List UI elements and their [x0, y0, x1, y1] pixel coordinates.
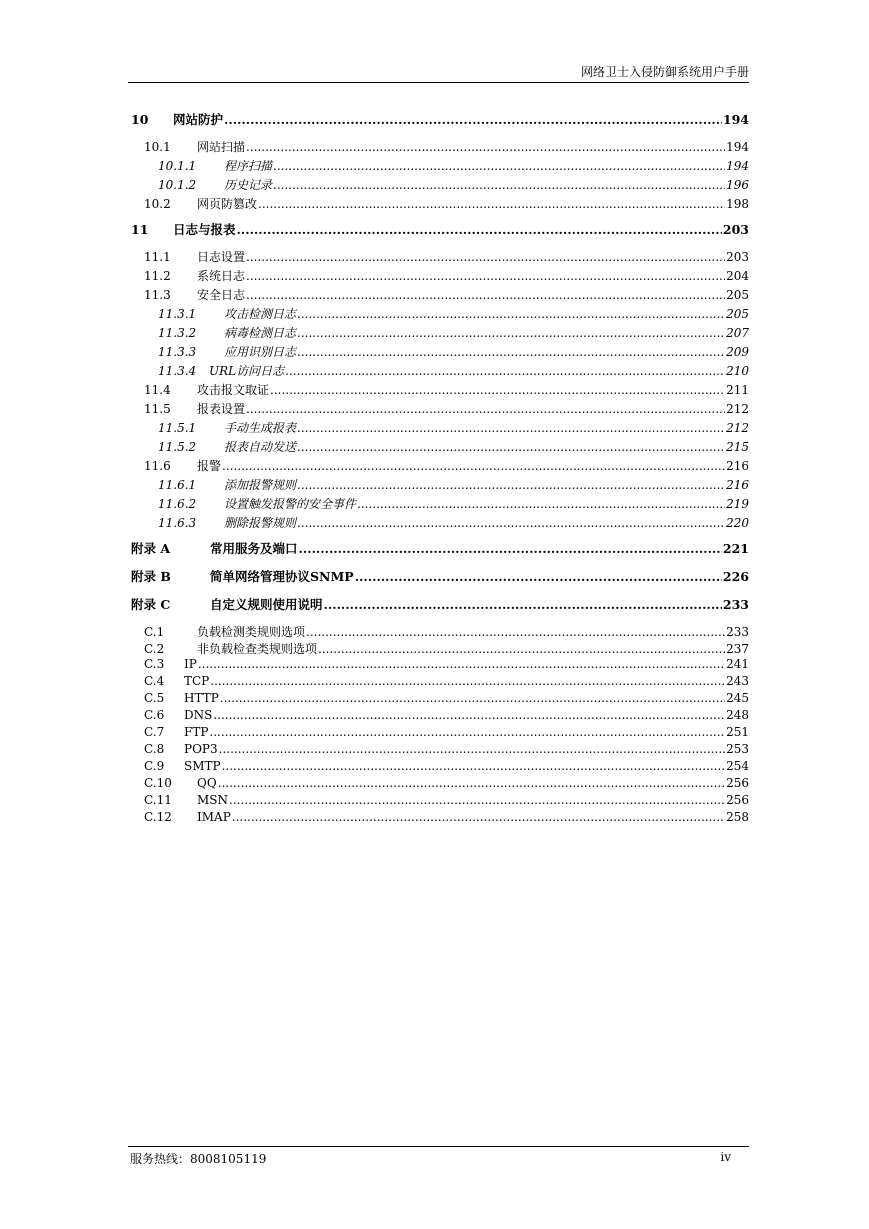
- toc-entry[interactable]: [131, 495, 749, 514]
- toc-entry-title: 攻击报文取证: [197, 383, 270, 397]
- table-of-contents: [131, 104, 749, 827]
- toc-leader-dots: [297, 307, 725, 321]
- toc-entry-title: IMAP: [197, 810, 231, 824]
- toc-entry-page: 194: [722, 112, 749, 127]
- toc-entry-title: 网站扫描: [197, 140, 246, 154]
- toc-entry-page: 237: [726, 642, 749, 656]
- page-number: iv: [720, 1150, 731, 1164]
- toc-entry-title: 报表自动发送: [224, 440, 297, 454]
- toc-leader-dots: [270, 383, 725, 397]
- toc-leader-dots: [198, 657, 725, 671]
- toc-entry-title: 简单网络管理协议SNMP: [210, 569, 354, 584]
- toc-entry-page: 210: [726, 364, 749, 378]
- toc-entry[interactable]: [131, 623, 749, 640]
- toc-leader-dots: [209, 725, 725, 739]
- toc-entry-title: 系统日志: [197, 269, 246, 283]
- toc-entry-page: 256: [726, 776, 749, 790]
- toc-entry-number: C.11: [144, 793, 172, 807]
- toc-entry[interactable]: [131, 514, 749, 533]
- toc-entry-number: 11.3.1: [158, 307, 197, 321]
- toc-leader-dots: [258, 197, 725, 211]
- toc-entry[interactable]: [131, 457, 749, 476]
- toc-entry-number: C.1: [144, 625, 165, 639]
- toc-entry[interactable]: [131, 343, 749, 362]
- toc-entry-page: 253: [726, 742, 749, 756]
- toc-leader-dots: [229, 793, 725, 807]
- toc-entry[interactable]: [131, 176, 749, 195]
- toc-entry[interactable]: [131, 567, 749, 585]
- toc-entry-number: 11.3.3: [158, 345, 197, 359]
- toc-entry-page: 204: [726, 269, 749, 283]
- toc-entry-page: 221: [722, 541, 749, 556]
- toc-leader-dots: [246, 288, 725, 302]
- toc-leader-dots: [220, 691, 725, 705]
- toc-entry-page: 203: [722, 222, 749, 237]
- toc-entry[interactable]: [131, 793, 749, 810]
- toc-leader-dots: [357, 497, 725, 511]
- toc-entry[interactable]: [131, 725, 749, 742]
- toc-leader-dots: [224, 112, 722, 127]
- toc-entry-page: 194: [726, 140, 749, 154]
- toc-entry-title: TCP: [184, 674, 210, 688]
- toc-entry-page: 243: [726, 674, 749, 688]
- toc-leader-dots: [318, 642, 725, 656]
- toc-entry-title: 安全日志: [197, 288, 246, 302]
- toc-entry[interactable]: [131, 759, 749, 776]
- toc-entry-number: C.9: [144, 759, 165, 773]
- toc-entry-page: 207: [726, 326, 749, 340]
- toc-entry[interactable]: [131, 438, 749, 457]
- toc-leader-dots: [306, 625, 725, 639]
- toc-entry[interactable]: [131, 776, 749, 793]
- toc-leader-dots: [210, 674, 725, 688]
- toc-leader-dots: [299, 541, 722, 556]
- toc-leader-dots: [213, 708, 725, 722]
- toc-entry-title: MSN: [197, 793, 229, 807]
- toc-leader-dots: [237, 222, 722, 237]
- toc-entry-title: 常用服务及端口: [210, 541, 298, 556]
- toc-entry-title: 病毒检测日志: [224, 326, 297, 340]
- toc-entry-title: IP: [184, 657, 197, 671]
- toc-entry-page: 226: [722, 569, 749, 584]
- toc-entry-number: 10.1.2: [158, 178, 197, 192]
- toc-entry[interactable]: [131, 708, 749, 725]
- toc-entry-number: 11: [131, 222, 149, 237]
- toc-entry-page: 254: [726, 759, 749, 773]
- toc-leader-dots: [246, 140, 725, 154]
- toc-entry-title: 删除报警规则: [224, 516, 297, 530]
- toc-entry[interactable]: [131, 691, 749, 708]
- toc-entry-number: C.5: [144, 691, 165, 705]
- toc-entry[interactable]: [131, 810, 749, 827]
- toc-leader-dots: [232, 810, 725, 824]
- page-header: [128, 60, 749, 83]
- toc-entry-title: 日志与报表: [173, 222, 236, 237]
- toc-leader-dots: [246, 250, 725, 264]
- toc-entry-page: 194: [726, 159, 749, 173]
- toc-entry-number: 11.6.1: [158, 478, 197, 492]
- toc-leader-dots: [246, 269, 725, 283]
- toc-entry-number: C.2: [144, 642, 165, 656]
- toc-entry-number: 附录 A: [131, 541, 171, 556]
- toc-entry[interactable]: [131, 267, 749, 286]
- toc-entry-page: 216: [726, 459, 749, 473]
- toc-entry[interactable]: [131, 195, 749, 214]
- toc-entry-number: 11.3.4: [158, 364, 197, 378]
- toc-leader-dots: [297, 440, 725, 454]
- toc-leader-dots: [297, 478, 725, 492]
- toc-entry-number: C.4: [144, 674, 165, 688]
- toc-entry-title: 历史记录: [224, 178, 273, 192]
- toc-entry-page: 215: [726, 440, 749, 454]
- toc-entry-number: 11.6: [144, 459, 171, 473]
- toc-entry[interactable]: [131, 220, 749, 238]
- toc-entry-title: 报警: [197, 459, 222, 473]
- toc-entry-title: 自定义规则使用说明: [210, 597, 323, 612]
- toc-entry-number: C.6: [144, 708, 165, 722]
- toc-entry[interactable]: [131, 539, 749, 557]
- toc-entry-number: 10.1.1: [158, 159, 197, 173]
- toc-entry[interactable]: [131, 381, 749, 400]
- toc-entry-title: DNS: [184, 708, 213, 722]
- toc-entry-title: 报表设置: [197, 402, 246, 416]
- toc-entry[interactable]: [131, 674, 749, 691]
- toc-entry-title: 日志设置: [197, 250, 246, 264]
- toc-entry[interactable]: [131, 248, 749, 267]
- toc-entry-number: 附录 B: [131, 569, 171, 584]
- toc-entry-page: 233: [722, 597, 749, 612]
- toc-entry[interactable]: [131, 305, 749, 324]
- document-title: 网络卫士入侵防御系统用户手册: [580, 65, 749, 79]
- toc-entry[interactable]: [131, 657, 749, 674]
- toc-entry-page: 241: [726, 657, 749, 671]
- toc-entry[interactable]: [131, 324, 749, 343]
- toc-entry-page: 216: [726, 478, 749, 492]
- toc-entry-page: 245: [726, 691, 749, 705]
- toc-entry-number: 11.3.2: [158, 326, 197, 340]
- toc-entry-page: 196: [726, 178, 749, 192]
- toc-entry-title: 负载检测类规则选项: [197, 625, 306, 639]
- toc-leader-dots: [355, 569, 722, 584]
- toc-entry-page: 205: [726, 307, 749, 321]
- toc-leader-dots: [297, 326, 725, 340]
- toc-entry-number: C.3: [144, 657, 165, 671]
- toc-leader-dots: [246, 402, 725, 416]
- toc-entry-page: 233: [726, 625, 749, 639]
- toc-entry-title: 攻击检测日志: [224, 307, 297, 321]
- toc-entry-page: 209: [726, 345, 749, 359]
- toc-leader-dots: [297, 516, 725, 530]
- toc-entry[interactable]: [131, 157, 749, 176]
- toc-entry[interactable]: [131, 476, 749, 495]
- toc-entry[interactable]: [131, 640, 749, 657]
- toc-entry[interactable]: [131, 138, 749, 157]
- toc-entry[interactable]: [131, 362, 749, 381]
- toc-leader-dots: [273, 178, 725, 192]
- toc-entry-number: 11.6.3: [158, 516, 197, 530]
- toc-entry-title: 网站防护: [173, 112, 224, 127]
- toc-entry-title: POP3: [184, 742, 218, 756]
- toc-leader-dots: [297, 421, 725, 435]
- toc-entry[interactable]: [131, 595, 749, 613]
- toc-entry[interactable]: [131, 419, 749, 438]
- toc-entry-number: C.10: [144, 776, 172, 790]
- toc-entry-page: 220: [726, 516, 749, 530]
- toc-leader-dots: [218, 776, 725, 790]
- toc-leader-dots: [219, 742, 725, 756]
- toc-entry-page: 211: [726, 383, 749, 397]
- toc-entry-number: 10.2: [144, 197, 171, 211]
- toc-entry-number: C.7: [144, 725, 165, 739]
- toc-entry-number: 11.5: [144, 402, 171, 416]
- toc-leader-dots: [285, 364, 725, 378]
- toc-entry-number: 11.4: [144, 383, 171, 397]
- toc-entry-title: FTP: [184, 725, 209, 739]
- toc-leader-dots: [222, 759, 726, 773]
- toc-entry-title: 程序扫描: [224, 159, 273, 173]
- toc-entry-number: 10.1: [144, 140, 171, 154]
- toc-entry-title: 手动生成报表: [224, 421, 297, 435]
- toc-entry-page: 212: [726, 402, 749, 416]
- toc-entry-title: HTTP: [184, 691, 219, 705]
- toc-entry-number: 11.6.2: [158, 497, 197, 511]
- toc-entry-page: 205: [726, 288, 749, 302]
- toc-entry[interactable]: [131, 110, 749, 128]
- toc-leader-dots: [324, 597, 722, 612]
- service-hotline: 服务热线：8008105119: [130, 1152, 267, 1166]
- toc-entry-number: 11.5.1: [158, 421, 197, 435]
- toc-entry-page: 258: [726, 810, 749, 824]
- toc-leader-dots: [273, 159, 725, 173]
- toc-entry[interactable]: [131, 742, 749, 759]
- toc-entry-page: 212: [726, 421, 749, 435]
- toc-entry-title: 应用识别日志: [224, 345, 297, 359]
- toc-entry-number: 11.5.2: [158, 440, 197, 454]
- page-footer: [128, 1146, 749, 1167]
- toc-entry[interactable]: [131, 286, 749, 305]
- toc-leader-dots: [222, 459, 725, 473]
- toc-entry-title: 非负载检查类规则选项: [197, 642, 318, 656]
- toc-entry-page: 251: [726, 725, 749, 739]
- toc-entry-number: 附录 C: [131, 597, 171, 612]
- toc-entry-title: 网页防篡改: [197, 197, 258, 211]
- toc-entry-number: 10: [131, 112, 149, 127]
- toc-entry-page: 256: [726, 793, 749, 807]
- toc-entry-title: URL访问日志: [209, 364, 285, 378]
- toc-leader-dots: [297, 345, 725, 359]
- toc-entry-number: C.8: [144, 742, 165, 756]
- toc-entry[interactable]: [131, 400, 749, 419]
- toc-entry-page: 219: [726, 497, 749, 511]
- toc-entry-number: C.12: [144, 810, 172, 824]
- toc-entry-number: 11.2: [144, 269, 171, 283]
- toc-entry-title: QQ: [197, 776, 217, 790]
- toc-entry-page: 248: [726, 708, 749, 722]
- toc-entry-title: 添加报警规则: [224, 478, 297, 492]
- toc-entry-title: SMTP: [184, 759, 221, 773]
- toc-entry-number: 11.1: [144, 250, 171, 264]
- toc-entry-page: 203: [726, 250, 749, 264]
- toc-entry-page: 198: [726, 197, 749, 211]
- toc-entry-title: 设置触发报警的安全事件: [224, 497, 357, 511]
- toc-entry-number: 11.3: [144, 288, 171, 302]
